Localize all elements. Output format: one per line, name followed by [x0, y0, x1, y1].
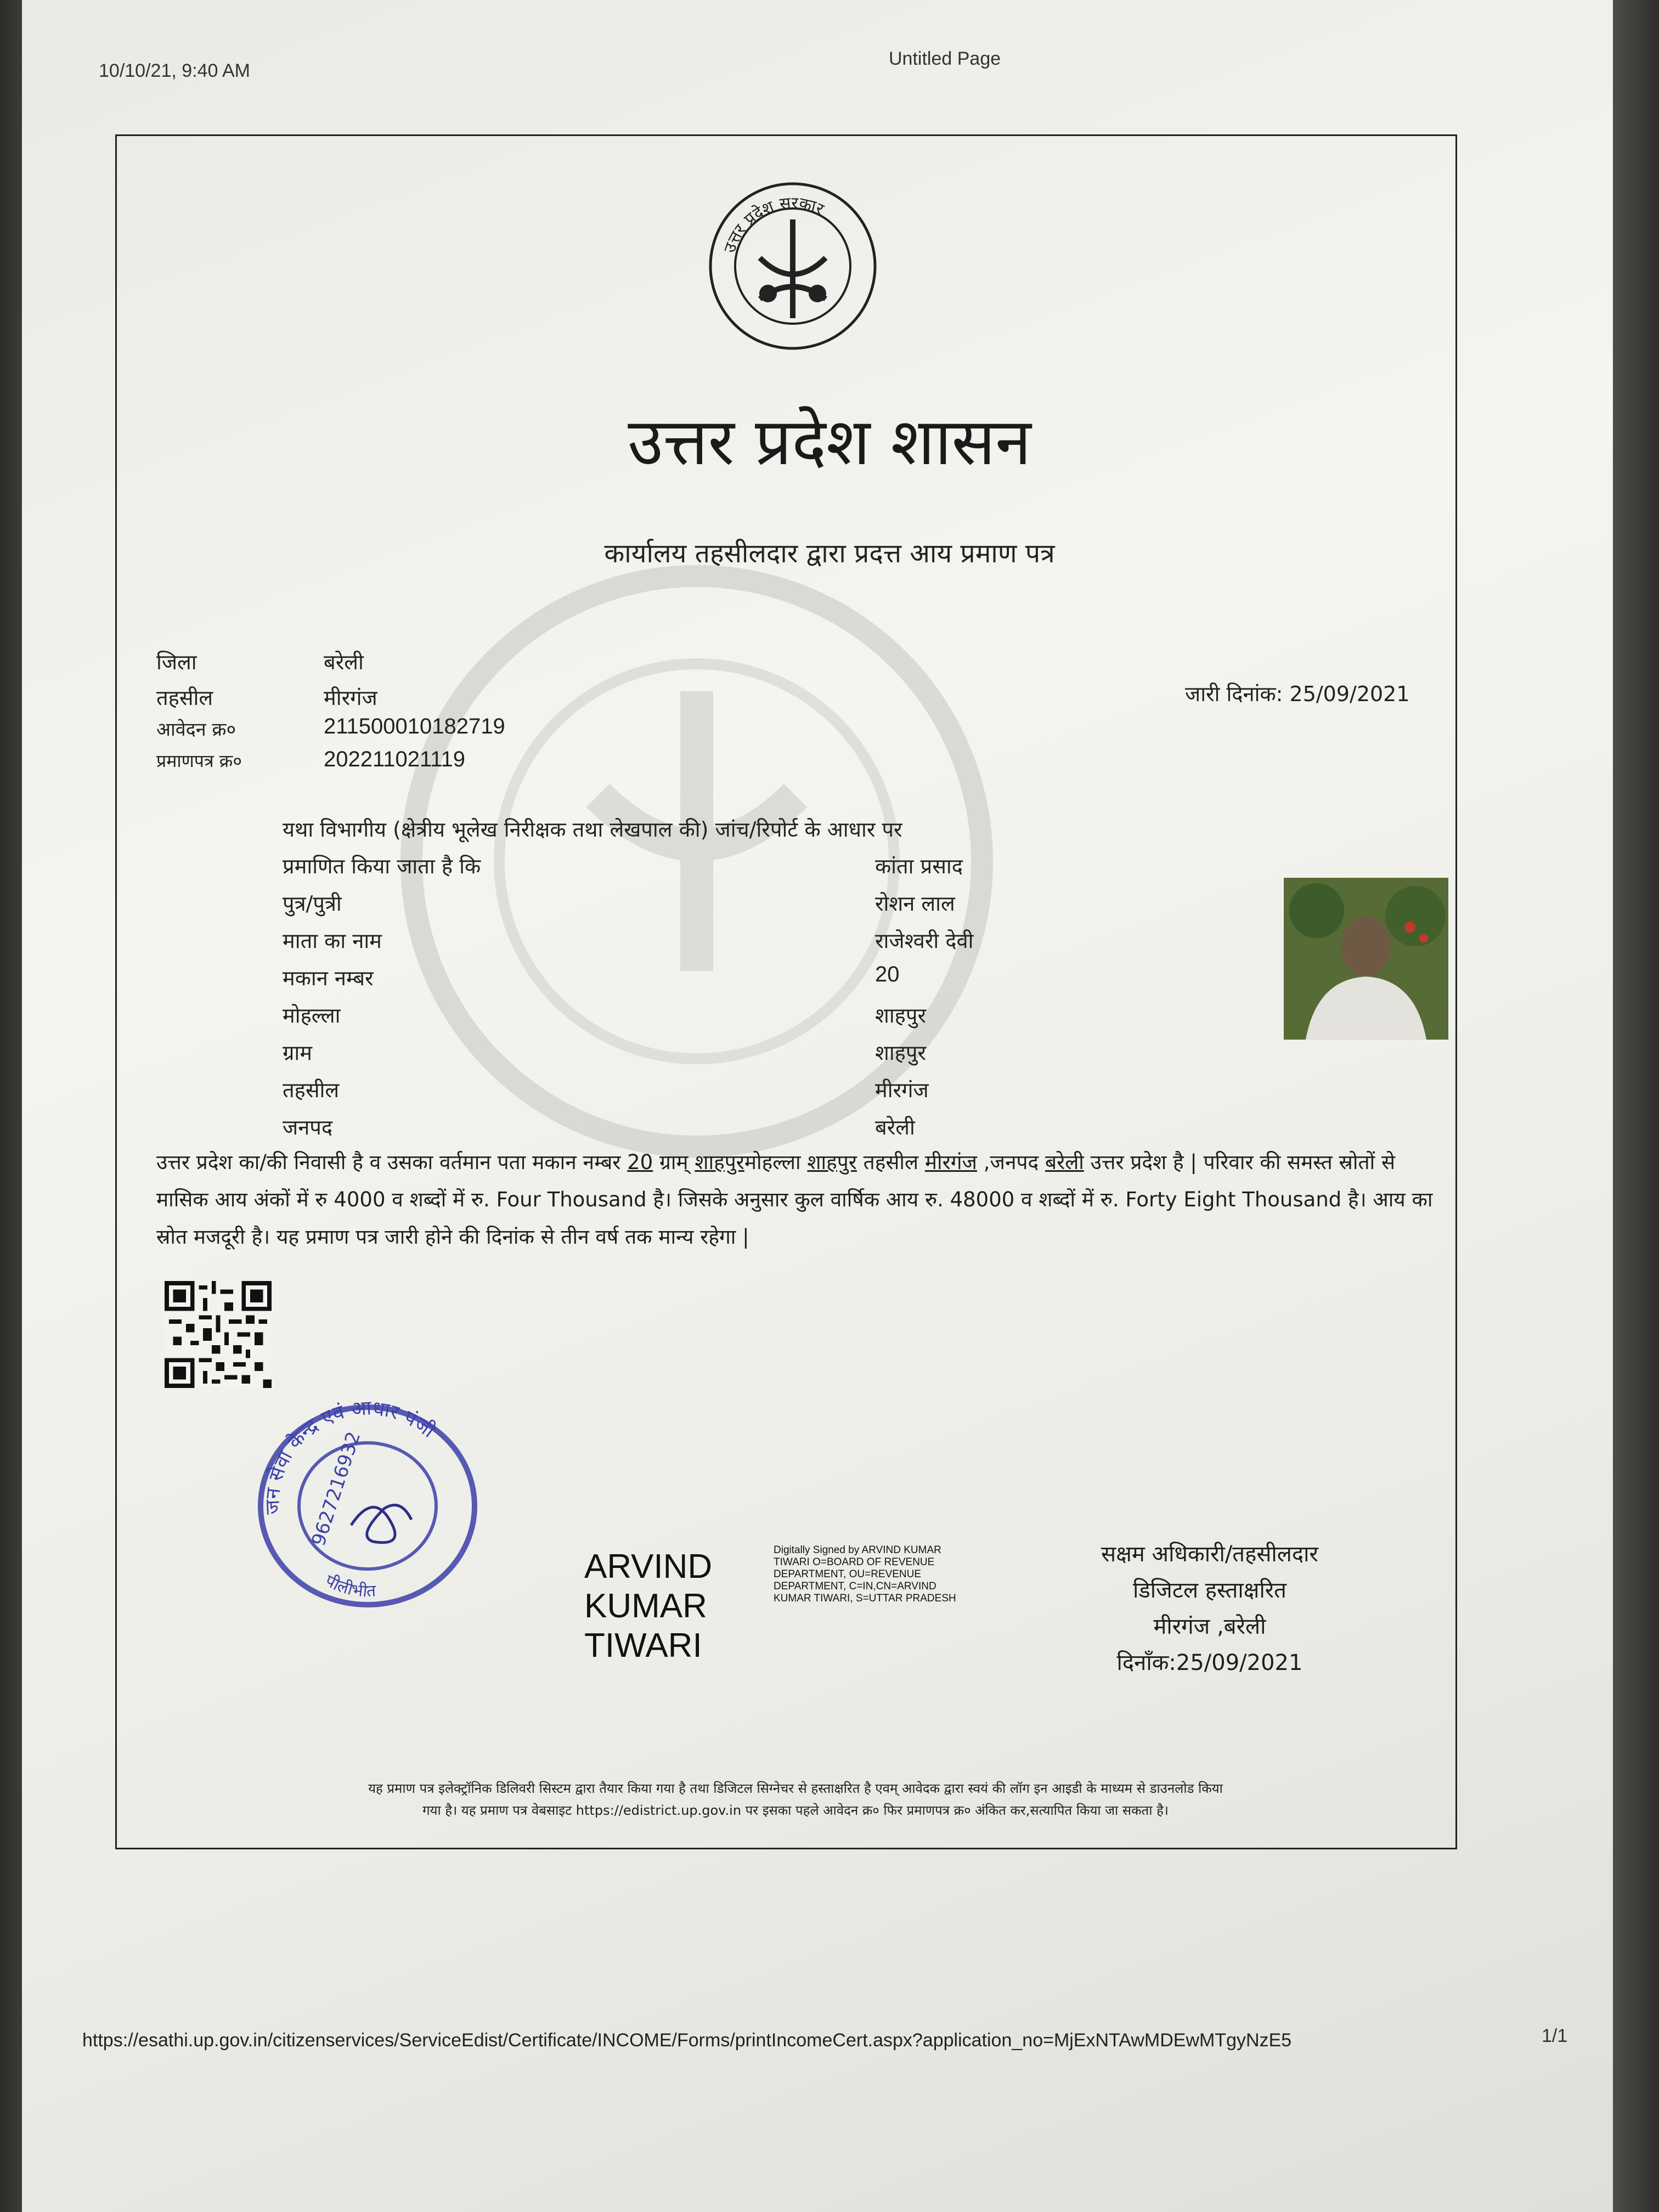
svg-text:उत्तर प्रदेश सरकार: [720, 194, 827, 255]
authority-date: दिनाँक:25/09/2021: [1116, 1650, 1303, 1675]
statement-text: ,जनपद: [977, 1150, 1045, 1174]
tehsil-value: मीरगंज: [324, 686, 377, 710]
statement-text: ग्राम्: [653, 1150, 695, 1174]
statement-house: 20: [627, 1150, 653, 1174]
digital-signature-details: Digitally Signed by ARVIND KUMAR TIWARI O=BOARD OF REVENUE DEPARTMENT, OU=REVENUE DEPARTMENT, C=IN,CN=ARVIND KUMAR TIWARI, S=UTTAR PRADESH: [774, 1544, 956, 1604]
statement-text: मोहल्ला: [744, 1150, 808, 1174]
authority-location: मीरगंज ,बरेली: [1153, 1614, 1266, 1639]
tehsil-label: तहसील: [156, 686, 213, 710]
statement-mohalla: शाहपुर: [807, 1150, 857, 1174]
signatory-name-line: ARVIND: [584, 1548, 713, 1585]
detail-value: कांता प्रसाद: [875, 854, 963, 878]
office-stamp: [241, 1383, 494, 1624]
detail-label: माता का नाम: [283, 929, 382, 953]
footer-note: [137, 1778, 1454, 1821]
authority-block: [1031, 1536, 1388, 1681]
footer-line: गया है। यह प्रमाण पत्र वेबसाइट https://edistrict.up.gov.in पर इसका पहले आवेदन क्र० फिर प्रमाणपत्र क्र० अंकित कर,सत्यापित किया जा सकता है।: [422, 1803, 1169, 1818]
detail-value: शाहपुर: [875, 1003, 926, 1028]
authority-digitally-signed: डिजिटल हस्ताक्षरित: [1133, 1578, 1286, 1603]
details-intro: यथा विभागीय (क्षेत्रीय भूलेख निरीक्षक तथा लेखपाल की) जांच/रिपोर्ट के आधार पर: [283, 817, 902, 842]
detail-label: मोहल्ला: [283, 1003, 341, 1028]
page-subtitle: कार्यालय तहसीलदार द्वारा प्रदत्त आय प्रमाण पत्र: [604, 538, 1055, 569]
footer-line: यह प्रमाण पत्र इलेक्ट्रॉनिक डिलिवरी सिस्टम द्वारा तैयार किया गया है तथा डिजिटल सिग्नेचर से हस्ताक्षरित है एवम् आवेदक द्वारा स्वयं की लॉग इन आइडी के माध्यम से डाउनलोड किया: [368, 1781, 1223, 1796]
print-datetime: 10/10/21, 9:40 AM: [99, 60, 250, 81]
page-title: उत्तर प्रदेश शासन: [628, 404, 1031, 479]
detail-label: मकान नम्बर: [283, 966, 374, 990]
detail-value: रोशन लाल: [875, 891, 955, 916]
detail-value: शाहपुर: [875, 1041, 926, 1065]
issue-date: जारी दिनांक: 25/09/2021: [1185, 682, 1410, 706]
state-seal-icon: [708, 181, 878, 351]
detail-label: पुत्र/पुत्री: [283, 891, 342, 916]
signatory-name-line: TIWARI: [584, 1627, 702, 1664]
print-url: https://esathi.up.gov.in/citizenservices/ServiceEdist/Certificate/INCOME/Forms/printIncomeCert.aspx?application_no=MjExNTAwMDEwMTgyNzE5: [82, 2030, 1292, 2051]
application-label: आवेदन क्र०: [156, 719, 236, 741]
statement-text: उत्तर प्रदेश है | परिवार की समस्त स्रोतों से मासिक आय अंकों में रु 4000 व शब्दों में रु. Four Thousand है। जिसके अनुसार कुल वार्षिक आय रु. 48000 व शब्दों में रु. Forty Eight Thousand है। आय का स्रोत मजदूरी है। यह प्रमाण पत्र जारी होने की दिनांक से तीन वर्ष तक मान्य रहेगा |: [156, 1150, 1433, 1249]
certificate-label: प्रमाणपत्र क्र०: [156, 751, 242, 771]
statement-text: तहसील: [856, 1150, 925, 1174]
detail-label: जनपद: [283, 1115, 333, 1139]
print-page-count: 1/1: [1542, 2025, 1568, 2046]
qr-code-icon: [165, 1281, 272, 1388]
print-page-title: Untitled Page: [889, 48, 1001, 69]
detail-label: ग्राम: [283, 1041, 312, 1065]
district-value: बरेली: [324, 650, 364, 674]
detail-value: राजेश्वरी देवी: [875, 929, 974, 953]
detail-value: 20: [875, 962, 900, 986]
certificate-number: 202211021119: [324, 747, 466, 771]
signatory-name-line: KUMAR: [584, 1587, 707, 1625]
statement-tehsil: मीरगंज: [924, 1150, 977, 1174]
statement-district: बरेली: [1045, 1150, 1084, 1174]
stamp-center-text: 9627216932: [307, 1429, 365, 1549]
detail-label: प्रमाणित किया जाता है कि: [283, 854, 481, 878]
district-label: जिला: [156, 650, 197, 674]
seal-ring-text: उत्तर प्रदेश सरकार: [720, 193, 827, 256]
statement-village: शाहपुर: [695, 1150, 744, 1174]
authority-designation: सक्षम अधिकारी/तहसीलदार: [1101, 1542, 1318, 1567]
stamp-ring-text: जन सेवा केन्द्र एवं आधार पंजी: [261, 1396, 439, 1515]
detail-value: मीरगंज: [875, 1078, 929, 1102]
applicant-photo: [1284, 878, 1448, 1040]
application-number: 211500010182719: [324, 714, 505, 738]
detail-label: तहसील: [283, 1078, 340, 1102]
statement-text: उत्तर प्रदेश का/की निवासी है व उसका वर्तमान पता मकान नम्बर: [156, 1150, 628, 1174]
detail-value: बरेली: [875, 1115, 915, 1139]
income-statement: [156, 1144, 1451, 1256]
signatory-name: [584, 1547, 712, 1666]
stamp-bottom-text: पीलीभीत: [321, 1571, 376, 1601]
